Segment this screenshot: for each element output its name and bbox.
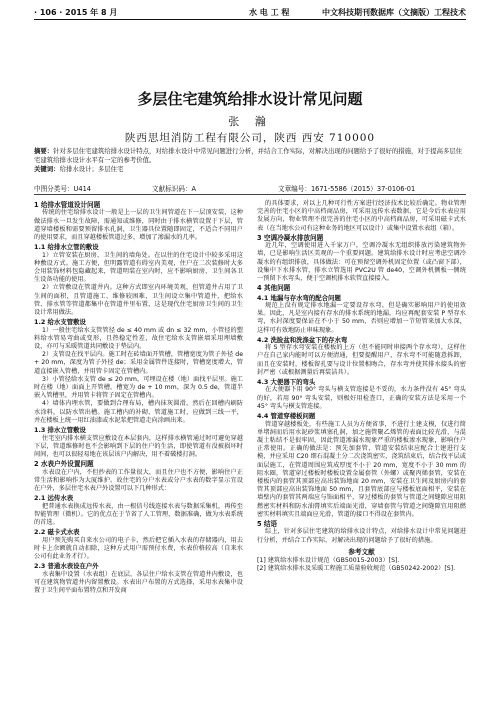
header-journal: 中文科技期刊数据库（文摘版）工程技术 bbox=[322, 8, 466, 17]
section-heading: 5 结语 bbox=[257, 519, 278, 528]
header-issue: · 106 · 2015 年 8 月 bbox=[34, 8, 118, 17]
references-heading: 参考文献 bbox=[348, 547, 375, 556]
paragraph: 近几年，空调使用进入千家万户，空调冷凝水无组织排放污染建筑物外墙，已是影响生活区美观的一个重要问题。建筑给排水设计时应考虑空调冷凝水的有组织排放，具体做法：可在预留空调外机固定位置（或凸窗下部），设集中下水排水管，排水立管选用 PVC2U 管 de40，空调外机侧板一侧统一预留下水弯头，便于空调机排水软管直接接入。 bbox=[257, 242, 466, 283]
subsection-heading: 1.2 给水支管敷设 bbox=[34, 318, 86, 327]
meta-rule bbox=[34, 194, 466, 195]
paragraph: 住宅室内排水横支管应敷设在本层套内，这样排水横管通过时可避免穿越下层，管道维修时也不会影响到下层的住户的生活，即使管道有没被损坏时间间，也可以很轻易地在该层该户内解决，用不着破楼打洞。 bbox=[34, 434, 243, 458]
reference-item: [1] 建筑给水排水设计规范（GB50015-2003）[S]. bbox=[257, 556, 400, 564]
section-heading: 3 空调冷凝水排放问题 bbox=[257, 233, 324, 242]
paragraph: 1）一般住宅给水支管管径 de ≤ 40 mm 或 dn ≤ 32 mm，小管径的塑料给水管易弯曲或变形，且热稳定性差，故住宅给水支管嵌墙采用埋墙敷设，亦可与采暖管道共同敷设于垫层内。 bbox=[34, 326, 243, 351]
subsection-heading: 4.1 地漏与存水弯的配合问题 bbox=[257, 293, 341, 302]
paragraph: 用户预先购买自来水公司的电子卡，然后把它插入水表的存储器内，用去时卡上余额就自动扣除，这种方式用户需预付水费，水表价格较高（自来水公司有此业务才行）。 bbox=[34, 536, 243, 560]
article-affiliation: 陕西思坦消防工程有限公司，陕西 西安 710000 bbox=[124, 132, 376, 144]
section-heading: 4 其他问题 bbox=[257, 284, 291, 293]
paragraph: 传统的住宅给排水设计一般是上一层的卫生间管道在下一层顶安装，这种做法排水一旦发生故障，需通知或维修，同时由于排水横管设置于下层，管道穿墙楼板和需要预留排水孔洞，卫生器具位置随即固定，不适合不同用户的使用要求，而且穿越楼板管道过多，增加了渗漏水的几率。 bbox=[34, 209, 243, 242]
subsection-heading: 2.3 普通水表设在户外 bbox=[34, 562, 99, 571]
abstract-text: 针对多层住宅建筑给排水设计特点，对给排水设计中常见问题进行分析，并结合工作实际，对解决出现的问题给予了很好的措施，对于提高多层住宅建筑给排水设计水平有一定的参考价值。 bbox=[34, 147, 463, 164]
paragraph: 把普通水表换成远传水表，由一根信号线连接水表与数据采集机，再传至智能管理（微机）。它的优点在于节省了人工管理，数据准确，做为水表系统的首选。 bbox=[34, 502, 243, 526]
keywords-label: 关键词： bbox=[34, 164, 60, 173]
paragraph: 水表设在户内，不但抄表的工作量很大，而且住户也不方便，影响住户正常生活和影响作为大厦维护。故住宅的分户水表或分户水表的数字显示宜设在户外，多层住宅水表户外设置可以下几种形式： bbox=[34, 468, 243, 492]
paragraph: 2）支管设在找平层内。施工时在砖墙面开管槽，管槽宽度为管子外径 de + 20 mm，深度为管子外径 de；采用金属管件连接时，管槽宽度增大，管道直接嵌入管槽，并用管卡固定在管槽内。 bbox=[34, 351, 243, 375]
paragraph: 4）墙体内埋水管，要做到合理布局，槽内抹灰圆滑，然后在回槽内刷防水涂料，以防水管出槽。施工槽内的补砌、管道施工时，应做到三线一平，并在楼板上统一用红油漆或水泥浆把管道走向涂画出来。 bbox=[34, 400, 243, 424]
paragraph: 2）立管敷设在管道井内。这种方式即室内环境美观，但管道井占用了卫生间的面积，且管道施工、维修较困难，卫生间设立集中管道井，把给水管、排水管等管道都集中在管道井里布置，这是现代住宅厨房卫生间的卫生设计常用做法。 bbox=[34, 284, 243, 317]
header-section: 水 电 工 程 bbox=[249, 8, 290, 17]
subsection-heading: 4.3 大便器下的弯头 bbox=[257, 378, 316, 387]
subsection-heading: 4.4 管道穿楼板问题 bbox=[257, 412, 316, 421]
paragraph: 在大便器下用 90° 弯头与横支管连接是不妥的，水力条件没有 45° 弯头的好，若用 90° 弯头安装，则极好用检查口，正确的安装方法是采用一个 45° 弯头与横支管连接。 bbox=[257, 386, 466, 410]
article-meta bbox=[34, 183, 466, 193]
keywords-text: 给排水设计；多层住宅 bbox=[59, 164, 124, 173]
paragraph: 3）小管径给水支管 de ≤ 20 mm，可埋设在楼（地）面找平层里。施工时在楼（地）面面上开管槽，槽宽为 de + 10 mm，深为 0.5 de，管道半嵌入管槽里，并用管卡将管子固定在管槽内。 bbox=[34, 375, 243, 400]
paragraph: 1）立管安装在厨房、卫生间的墙角处。在以往的住宅设计中较多采用这种敷设方式。施工方便，但明露管道有碍室内美观，住户在二次装修时大多会用装饰材料包隐藏起来，管道明装在室内时，应不影响厨房、卫生间各卫生设备功能的使用。 bbox=[34, 251, 243, 284]
paragraph: 综上，针对多层住宅建筑的给排水设计特点，对给排水设计中常见问题进行分析，并结合工作实际，对解决出现的问题给予了很好的措施。 bbox=[257, 528, 466, 544]
section-heading: 2 水表户外设置问题 bbox=[34, 460, 94, 469]
page-header bbox=[34, 5, 466, 19]
paragraph: 将 S 型存水弯安装在楼板的上方（但不能同时串接两个存水弯），这样住户在自己家内能时可以方便清通，但要提醒用户，存水弯不可能随意拆卸，而且在安装时，楼板留孔要与设计位置相吻合，存水弯并使其排水接头的密封严密（或根据测量后再装洁具）。 bbox=[257, 344, 466, 376]
abstract-label: 摘要： bbox=[34, 147, 54, 155]
paragraph: 管道穿越楼板处，有些施工人员为方便省事，不进行土建支模，仅进行简单堵洞而后用水泥砂浆填塞孔洞，加之施管聚乙烯管的表面比较光滑，与混凝土粘结不是很牢固，因此管道渗漏水现象严重的楼板渗水现象，影响住户正常使用。正确的做法是：预先加套管，管道安装结束应配合土建进行支模，并应采用 C20 细石混凝土分二次浇筑密实，浇筑结束后，结合找平层或面层施工，在管道周围应筑成厚度不小于 20 mm，宽度不小于 30 mm 的阻水圈，管道穿过楼板时楼板设置金属套管（外螺）或聚丙烯套管，安装在楼板内的套管其顶部应高出装饰地面 20 mm，安装在卫生间及厨房内的套管其顶部应高出装饰地面 50 mm，且套管底部应与楼板底面相平，安装在墙壁内的套管其两端应与饰面相平，穿过楼板的套管与管道之间缝隙应用阻燃密实材料和防水油膏填实后端面光滑，穿墙套管与管道之间缝隙宜用阻燃密实材料填实且端面应光滑，管道的接口不得设在套管内。 bbox=[257, 420, 466, 518]
right-column bbox=[257, 200, 466, 573]
subsection-heading: 2.2 磁卡式水表 bbox=[34, 528, 80, 537]
clc-number: 中图分类号：U414 bbox=[34, 185, 91, 193]
left-column bbox=[34, 200, 243, 595]
paragraph: 规范上没有规定排水地漏一定要设存水弯，但是确实影响用户的使用效果。因此，凡是室内接有存水的排水系统的地漏，均应再配套安装 P 型存水弯，水封深度要保证在不小于 50 mm，否则应增加一节短管来加大水深，这样可有效地防止串味现象。 bbox=[257, 302, 466, 334]
article-number: 文章编号：1671-5586（2015）37-0106-01 bbox=[278, 185, 416, 193]
header-rule bbox=[34, 19, 466, 20]
article-author: 张 瀚 bbox=[228, 115, 272, 128]
article-title: 多层住宅建筑给排水设计常见问题 bbox=[137, 90, 363, 108]
subsection-heading: 4.2 洗脸盆和洗涤盆下的存水弯 bbox=[257, 335, 348, 344]
subsection-heading: 1.1 给排水立管的敷设 bbox=[34, 243, 99, 252]
subsection-heading: 1.3 排水立管敷设 bbox=[34, 426, 86, 435]
document-code: 文献标识码：A bbox=[152, 185, 197, 193]
abstract-block bbox=[34, 147, 466, 173]
paragraph: 的具体要求，对以上几种可行性方案进行经济技术比较后确定。物业管理完善的住宅小区的中高档商品房，可采用远传水表数据，它是今后水表应用发展方向，物业管理不很完善的住宅小区的中高档商品房，可采用磁卡式水表（在当地水公司有这种业务的地区可以设计）或集中设置水表组（箱）。 bbox=[257, 200, 466, 232]
section-heading: 1 给排水管道设计问题 bbox=[34, 201, 101, 209]
subsection-heading: 2.1 远传水表 bbox=[34, 494, 74, 503]
paragraph: 水表集中设置（水表组）在底层，各层住户给水支管在管道井内敷设，也可在建筑物管道井内留置敷设。水表出户布置的方式选择，采用水表集中设置于卫生间平面布置特点和开发商 bbox=[34, 570, 243, 594]
reference-item: [2] 建筑给水排水及采暖工程施工质量验收规范（GB50242-2002）[S]. bbox=[257, 564, 456, 572]
